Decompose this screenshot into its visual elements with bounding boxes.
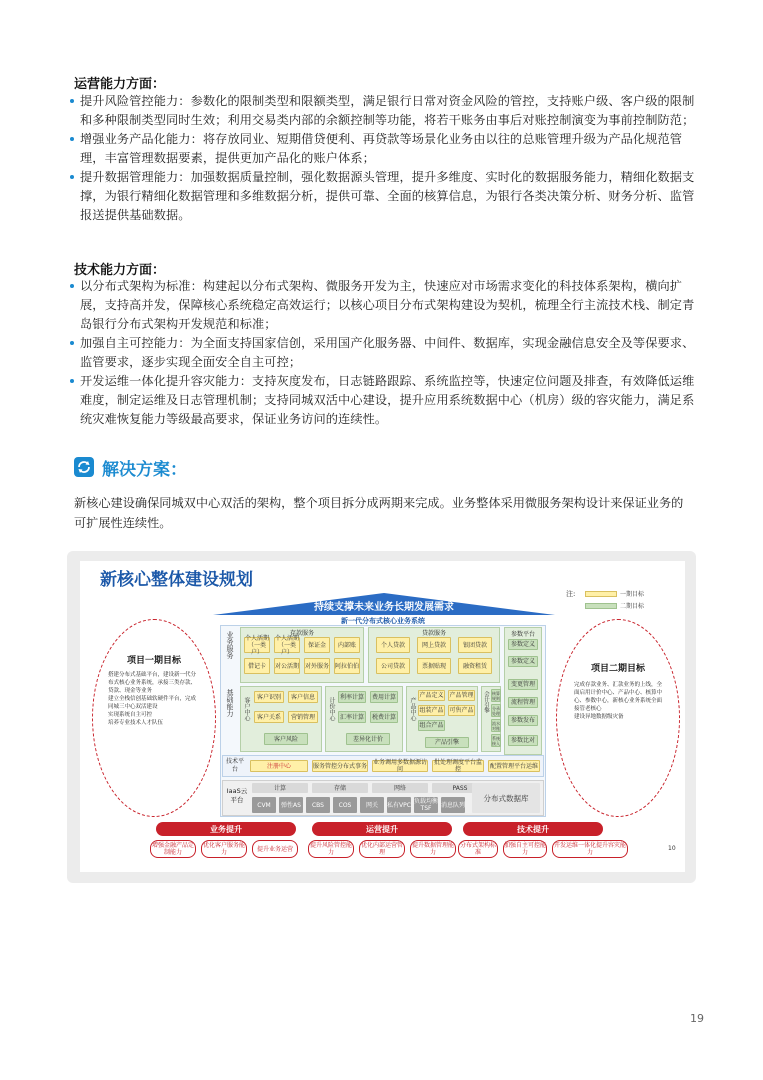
ops-improve-title: 运营提升: [312, 822, 452, 836]
list-item: 实现系统自主可控: [108, 712, 153, 718]
tech-list: [72, 277, 700, 429]
ops-list: [72, 92, 700, 225]
accounting-box: 分录处理: [492, 705, 500, 716]
improve-item: 提升风险管控能力: [309, 842, 352, 856]
list-item: 完成存款业务、汇款业务的上线，全面启用计价中心、产品中心、核算中心、参数中心，新核心业务系统全面接管老核心: [574, 682, 663, 712]
iaas-top-box: 计算: [252, 783, 308, 793]
phase1-title: 项目一期目标: [126, 656, 181, 666]
pricing-box: 汇率计算: [338, 711, 366, 723]
biz-improve-title: 业务提升: [156, 822, 296, 836]
improve-item: 加强自主可控能力: [504, 842, 547, 856]
diagram-title: 新核心整体建设规划: [100, 570, 253, 590]
customer-box: 客户识别: [254, 691, 284, 703]
iaas-box: CVM: [252, 797, 276, 813]
solution-heading: [74, 455, 187, 479]
product-box: 产品管理: [449, 692, 474, 699]
pricing-box: 差异化计价: [346, 733, 390, 745]
distributed-db: 分布式数据库: [472, 783, 540, 813]
deposit-box: 个人活期（一类户）: [275, 634, 300, 656]
legend-label: 注:: [566, 590, 576, 598]
iaas-box: 弹性AS: [279, 797, 303, 813]
accounting-box: 核算规则: [492, 690, 500, 701]
param-box: 流程管理: [508, 697, 538, 708]
iaas-box: 消息队列: [441, 797, 465, 813]
iaas-box: CBS: [306, 797, 330, 813]
param-box: 参数发布: [508, 715, 538, 726]
improve-item: 提升业务运营: [252, 840, 298, 858]
legend-phase2: 二期目标: [620, 603, 645, 610]
diagram-page-mark: 10: [668, 845, 676, 852]
param-box: 参数比对: [508, 735, 538, 746]
list-item: 提升数据管理能力：加强数据质量控制，强化数据源头管理，提升多维度、实时化的数据服务能力，精细化数据支撑，为银行精细化数据管理和多维数据分析，提供可靠、全面的核算信息，为银行各类决策分析、财务分析、监管报送提供基础数据。: [72, 168, 700, 225]
iaas-top-box: PASS: [432, 783, 488, 793]
iaas-box: COS: [333, 797, 357, 813]
phase1-list: [108, 671, 200, 727]
page-number: 19: [690, 1012, 704, 1025]
deposit-box: 保证金: [304, 637, 330, 653]
param-box: 参数定义: [508, 656, 538, 667]
param-box: 参数定义: [508, 639, 538, 650]
customer-box: 客户关系: [254, 711, 284, 723]
loan-box: 网上贷款: [417, 637, 451, 653]
iaas-label: IaaS云平台: [226, 787, 248, 804]
list-item: 搭建分布式基础平台，建设新一代分布式核心业务系统，承接三类存款、贷款、现金等业务: [108, 672, 197, 694]
tech-box: 注册中心: [250, 760, 308, 772]
list-item: 提升风险管控能力：参数化的限制类型和限额类型，满足银行日常对资金风险的管控，支持账户级、客户级的限制和多种限制类型同时生效；利用交易类内部的余额控制等功能，将若干账务由事后对账控制演变为事前控制防范；: [72, 92, 700, 130]
improve-item: 优化客户服务能力: [202, 842, 245, 856]
deposit-title: 存款服务: [289, 630, 314, 637]
deposit-box: 对外服务: [304, 658, 330, 674]
loan-box: 融资租赁: [458, 658, 492, 674]
pricing-box: 费用计算: [370, 691, 398, 703]
pricing-box: 税费计算: [370, 711, 398, 723]
base-label: 基础能力: [226, 689, 234, 717]
tech-improve-title: 技术提升: [463, 822, 603, 836]
architecture-diagram: [80, 561, 685, 872]
legend-swatch-phase1: [585, 591, 617, 597]
iaas-box: 私有VPC: [387, 797, 411, 813]
list-item: 加强自主可控能力：为全面支持国家信创，采用国产化服务器、中间件、数据库，实现金融信息安全及等保要求、监管要求，逐步实现全面安全自主可控；: [72, 334, 700, 372]
customer-box: 营销管理: [288, 711, 318, 723]
product-box: 产品定义: [419, 692, 444, 699]
ops-section-title: 运营能力方面：: [74, 77, 166, 92]
pricing-label: 计价中心: [328, 697, 335, 721]
deposit-box: 对公活期: [274, 658, 300, 674]
refresh-icon: [74, 457, 94, 477]
iaas-top-box: 存储: [312, 783, 368, 793]
list-item: 开发运维一体化提升容灾能力：支持灰度发布，日志链路跟踪、系统监控等，快速定位问题及排查，有效降低运维难度，制定运维及日志管理机制；支持同城双活中心建设，提升应用系统数据中心（机房）级的容灾能力，满足系统灾难恢复能力等级最高要求，保证业务访问的连续性。: [72, 372, 700, 429]
product-box: 组装产品: [419, 707, 444, 714]
product-box: 产品引擎: [425, 737, 469, 748]
product-box: 组合产品: [419, 722, 444, 729]
phase2-title: 项目二期目标: [590, 664, 645, 674]
accounting-box: 流水对账: [492, 720, 500, 731]
accounting-label: 会计引擎: [483, 691, 489, 713]
improve-item: 优化内部运营管理: [360, 842, 403, 856]
customer-box: 客户信息: [288, 691, 318, 703]
improve-item: 增强金融产品定制能力: [151, 842, 194, 856]
roof-label: 持续支撑未来业务长期发展需求: [314, 602, 454, 613]
deposit-box: 借记卡: [244, 658, 270, 674]
phase2-list: [574, 681, 662, 721]
list-item: 以分布式架构为标准：构建起以分布式架构、微服务开发为主，快速应对市场需求变化的科技体系架构，横向扩展，支持高并发，保障核心系统稳定高效运行；以核心项目分布式架构建设为契机，梳理全行主流技术栈、制定青岛银行分布式架构开发规范和标准；: [72, 277, 700, 334]
biz-label: 业务服务: [226, 631, 234, 659]
list-item: 增强业务产品化能力：将存放同业、短期借贷便利、再贷款等场景化业务由以往的总账管理升级为产品化规范管理，丰富管理数据要素，提供更加产品化的账户体系；: [72, 130, 700, 168]
tech-box: 批处理调度平台监控: [433, 759, 482, 773]
product-box: 可售产品: [449, 707, 474, 714]
list-item: 建立全栈信创基础软硬件平台，完成同城三中心双活建设: [108, 696, 197, 710]
tech-section-title: 技术能力方面：: [74, 263, 166, 278]
loan-box: 公司贷款: [376, 658, 410, 674]
loan-box: 票据贴现: [417, 658, 451, 674]
customer-box: 客户风险: [264, 733, 308, 745]
loan-box: 银团贷款: [458, 637, 492, 653]
pricing-box: 利率计算: [338, 691, 366, 703]
deposit-box: 个人活期（一类户）: [245, 634, 270, 656]
product-label: 产品中心: [409, 697, 416, 721]
customer-label: 客户中心: [243, 697, 250, 721]
loan-title: 贷款服务: [421, 630, 446, 637]
loan-box: 个人贷款: [376, 637, 410, 653]
list-item: 建设异地数据级灾备: [574, 714, 624, 720]
improve-item: 分布式架构标准: [459, 842, 496, 856]
param-box: 变更管理: [508, 679, 538, 690]
iaas-box: 网关: [360, 797, 384, 813]
legend-swatch-phase2: [585, 603, 617, 609]
iaas-box: 负载均衡TSF: [414, 798, 439, 812]
iaas-top-box: 网络: [372, 783, 428, 793]
tech-platform-label: 技术平台: [226, 758, 245, 773]
deposit-box: 内部账: [334, 637, 360, 653]
legend-phase1: 一期目标: [620, 591, 645, 598]
tech-box: 服务管控分布式事务: [312, 760, 368, 772]
solution-text: 新核心建设确保同城双中心双活的架构，整个项目拆分成两期来完成。业务整体采用微服务架构设计来保证业务的可扩展性连续性。: [74, 496, 684, 530]
deposit-box: 阿拉伯伯: [334, 658, 360, 674]
solution-title: 解决方案：: [102, 459, 187, 480]
improve-item: 提升数据管理能力: [411, 842, 454, 856]
param-platform-title: 参数平台: [510, 631, 535, 638]
diagram-subtitle: 新一代分布式核心业务系统: [220, 616, 546, 625]
list-item: 培养专业技术人才队伍: [108, 720, 164, 726]
tech-box: 业务调用多数据源访问: [373, 759, 428, 773]
improve-item: 开发运维一体化提升容灾能力: [553, 842, 626, 856]
tech-box: 配置管理平台运维: [488, 760, 540, 772]
accounting-box: 系统接入: [492, 735, 500, 746]
